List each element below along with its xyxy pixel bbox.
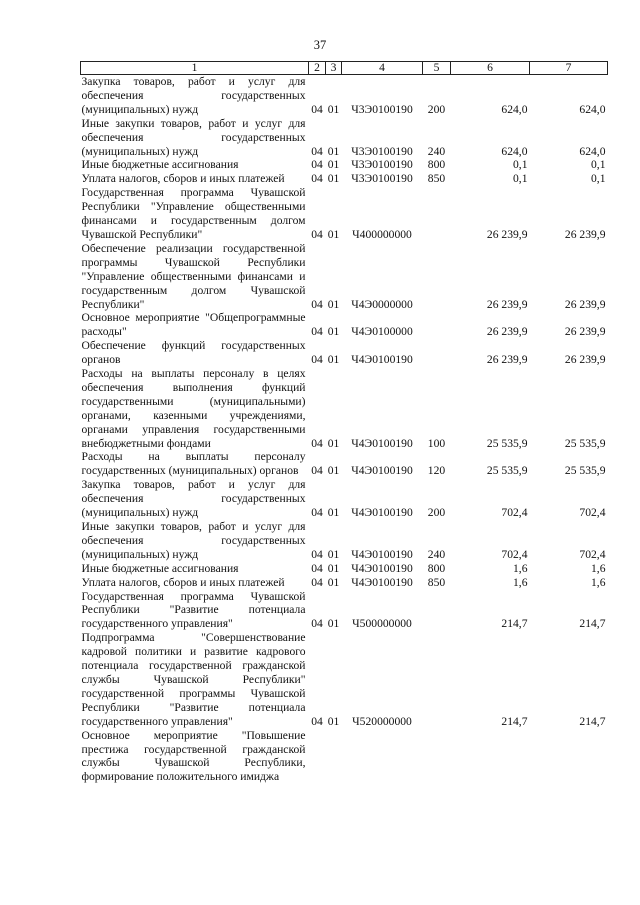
table-row bbox=[81, 242, 608, 312]
row-expense-type: 240 bbox=[427, 144, 446, 158]
row-expense-type bbox=[423, 186, 451, 242]
row-name: Иные закупки товаров, работ и услуг для обеспечения государственных (муниципальных) нужд bbox=[81, 116, 306, 158]
row-expense-type bbox=[423, 631, 451, 728]
row-subsection: 01 bbox=[327, 561, 340, 575]
table-body bbox=[81, 75, 608, 785]
row-amount-2: 25 535,9 bbox=[564, 464, 606, 478]
row-target-code: Ч4Э0100190 bbox=[351, 561, 413, 575]
row-expense-type: 850 bbox=[427, 172, 446, 186]
row-amount-1: 1,6 bbox=[513, 575, 528, 589]
row-target-code: Ч3Э0100190 bbox=[351, 172, 413, 186]
row-target-code: Ч500000000 bbox=[352, 617, 412, 631]
row-name: Основное мероприятие "Общепрограммные расходы" bbox=[81, 311, 306, 339]
budget-table bbox=[80, 61, 608, 784]
row-name: Расходы на выплаты персоналу в целях обеспечения выполнения функций государственными (муниципальными) органами, казенными учреждениями, органами управления государственными внебюджетными фондами bbox=[81, 367, 306, 450]
table-row bbox=[81, 450, 608, 478]
row-expense-type bbox=[423, 242, 451, 312]
table-row bbox=[81, 631, 608, 728]
row-amount-1: 0,1 bbox=[513, 172, 528, 186]
row-amount-2: 26 239,9 bbox=[564, 325, 606, 339]
row-amount-1: 26 239,9 bbox=[486, 353, 528, 367]
row-amount-1: 702,4 bbox=[501, 506, 528, 520]
row-name: Иные бюджетные ассигнования bbox=[81, 561, 239, 575]
row-amount-1: 1,6 bbox=[513, 561, 528, 575]
table-row bbox=[81, 478, 608, 520]
row-amount-1: 702,4 bbox=[501, 547, 528, 561]
row-expense-type bbox=[423, 729, 451, 785]
table-row bbox=[81, 172, 608, 186]
row-expense-type: 100 bbox=[427, 436, 446, 450]
row-subsection: 01 bbox=[327, 506, 340, 520]
row-expense-type bbox=[423, 590, 451, 632]
row-expense-type: 200 bbox=[427, 102, 446, 116]
row-subsection: 01 bbox=[327, 575, 340, 589]
row-subsection: 01 bbox=[327, 297, 340, 311]
row-amount-1 bbox=[451, 729, 530, 785]
row-subsection: 01 bbox=[327, 547, 340, 561]
row-target-code: Ч400000000 bbox=[352, 227, 412, 241]
row-name: Уплата налогов, сборов и иных платежей bbox=[81, 172, 285, 186]
row-name: Государственная программа Чувашской Республики "Управление общественными финансами и государственным долгом Чувашской Республики" bbox=[81, 186, 306, 241]
row-section: 04 bbox=[311, 561, 323, 575]
row-amount-1: 214,7 bbox=[501, 714, 528, 728]
row-amount-2: 0,1 bbox=[591, 172, 606, 186]
row-amount-2: 26 239,9 bbox=[564, 227, 606, 241]
row-subsection: 01 bbox=[327, 464, 340, 478]
row-subsection: 01 bbox=[327, 436, 340, 450]
col-header-5: 5 bbox=[423, 62, 451, 75]
col-header-2: 2 bbox=[309, 62, 326, 75]
table-header-row bbox=[81, 62, 608, 75]
row-target-code bbox=[342, 729, 423, 785]
col-header-7: 7 bbox=[530, 62, 608, 75]
row-target-code: Ч3Э0100190 bbox=[351, 158, 413, 172]
col-header-3: 3 bbox=[326, 62, 342, 75]
row-subsection: 01 bbox=[327, 144, 340, 158]
row-amount-2: 702,4 bbox=[579, 547, 606, 561]
row-expense-type: 200 bbox=[427, 506, 446, 520]
row-section: 04 bbox=[311, 617, 323, 631]
row-amount-1: 0,1 bbox=[513, 158, 528, 172]
row-name: Подпрограмма "Совершенствование кадровой политики и развитие кадрового потенциала государственной гражданской службы Чувашской Республики" государственной программы Чувашской Республики "Развитие потенциала государственного управления" bbox=[81, 631, 306, 728]
row-amount-2: 702,4 bbox=[579, 506, 606, 520]
row-amount-1: 624,0 bbox=[501, 144, 528, 158]
row-name: Основное мероприятие "Повышение престижа государственной гражданской службы Чувашской Республики, формирование положительного имиджа bbox=[81, 728, 306, 784]
row-name: Обеспечение функций государственных органов bbox=[81, 339, 306, 367]
row-subsection: 01 bbox=[327, 227, 340, 241]
row-expense-type: 800 bbox=[427, 561, 446, 575]
table-row bbox=[81, 562, 608, 576]
row-section: 04 bbox=[311, 158, 323, 172]
table-row bbox=[81, 590, 608, 632]
row-section: 04 bbox=[311, 714, 323, 728]
row-amount-1: 25 535,9 bbox=[486, 464, 528, 478]
table-row bbox=[81, 117, 608, 159]
page-number: 37 bbox=[313, 38, 327, 52]
row-section: 04 bbox=[311, 436, 323, 450]
row-expense-type: 800 bbox=[427, 158, 446, 172]
row-subsection: 01 bbox=[327, 102, 340, 116]
row-subsection: 01 bbox=[327, 714, 340, 728]
table-row bbox=[81, 576, 608, 590]
row-section bbox=[309, 729, 326, 785]
row-subsection: 01 bbox=[327, 353, 340, 367]
row-name: Обеспечение реализации государственной программы Чувашской Республики "Управление общественными финансами и государственным долгом Чувашской Республики" bbox=[81, 241, 306, 311]
row-section: 04 bbox=[311, 172, 323, 186]
row-subsection: 01 bbox=[327, 325, 340, 339]
row-amount-2: 26 239,9 bbox=[564, 297, 606, 311]
table-row bbox=[81, 311, 608, 339]
row-subsection: 01 bbox=[327, 158, 340, 172]
row-section: 04 bbox=[311, 353, 323, 367]
row-amount-1: 25 535,9 bbox=[486, 436, 528, 450]
row-section: 04 bbox=[311, 227, 323, 241]
row-amount-2: 26 239,9 bbox=[564, 353, 606, 367]
row-target-code: Ч4Э0100190 bbox=[351, 547, 413, 561]
row-name: Иные закупки товаров, работ и услуг для обеспечения государственных (муниципальных) нужд bbox=[81, 520, 306, 561]
row-name: Иные бюджетные ассигнования bbox=[81, 158, 239, 172]
row-amount-1: 26 239,9 bbox=[486, 297, 528, 311]
row-amount-1: 214,7 bbox=[501, 617, 528, 631]
table-row bbox=[81, 75, 608, 117]
table-row bbox=[81, 158, 608, 172]
row-target-code: Ч4Э0000000 bbox=[351, 297, 413, 311]
row-expense-type: 240 bbox=[427, 547, 446, 561]
row-amount-2 bbox=[530, 729, 608, 785]
row-section: 04 bbox=[311, 547, 323, 561]
row-amount-2: 214,7 bbox=[579, 617, 606, 631]
row-target-code: Ч3Э0100190 bbox=[351, 102, 413, 116]
row-section: 04 bbox=[311, 325, 323, 339]
row-expense-type: 850 bbox=[427, 575, 446, 589]
col-header-6: 6 bbox=[451, 62, 530, 75]
row-section: 04 bbox=[311, 506, 323, 520]
table-row bbox=[81, 367, 608, 450]
row-section: 04 bbox=[311, 144, 323, 158]
row-amount-2: 1,6 bbox=[591, 575, 606, 589]
row-target-code: Ч3Э0100190 bbox=[351, 144, 413, 158]
row-section: 04 bbox=[311, 102, 323, 116]
row-expense-type bbox=[423, 311, 451, 339]
table-row bbox=[81, 186, 608, 242]
row-section: 04 bbox=[311, 575, 323, 589]
row-section: 04 bbox=[311, 464, 323, 478]
row-subsection: 01 bbox=[327, 172, 340, 186]
row-name: Уплата налогов, сборов и иных платежей bbox=[81, 575, 285, 589]
row-subsection: 01 bbox=[327, 617, 340, 631]
row-target-code: Ч4Э0100190 bbox=[351, 464, 413, 478]
row-amount-2: 1,6 bbox=[591, 561, 606, 575]
row-amount-1: 26 239,9 bbox=[486, 227, 528, 241]
row-name: Государственная программа Чувашской Республики "Развитие потенциала государственного управления" bbox=[81, 589, 306, 631]
row-target-code: Ч4Э0100190 bbox=[351, 436, 413, 450]
row-amount-2: 25 535,9 bbox=[564, 436, 606, 450]
row-amount-2: 0,1 bbox=[591, 158, 606, 172]
table-row bbox=[81, 520, 608, 562]
row-target-code: Ч4Э0100190 bbox=[351, 575, 413, 589]
row-amount-1: 26 239,9 bbox=[486, 325, 528, 339]
row-subsection bbox=[326, 729, 342, 785]
table-row bbox=[81, 339, 608, 367]
row-section: 04 bbox=[311, 297, 323, 311]
row-amount-2: 214,7 bbox=[579, 714, 606, 728]
row-target-code: Ч4Э0100000 bbox=[351, 325, 413, 339]
table-row bbox=[81, 729, 608, 785]
row-target-code: Ч4Э0100190 bbox=[351, 506, 413, 520]
col-header-1: 1 bbox=[81, 62, 309, 75]
row-expense-type bbox=[423, 339, 451, 367]
row-name: Расходы на выплаты персоналу государственных (муниципальных) органов bbox=[81, 450, 306, 478]
col-header-4: 4 bbox=[342, 62, 423, 75]
row-target-code: Ч4Э0100190 bbox=[351, 353, 413, 367]
row-name: Закупка товаров, работ и услуг для обеспечения государственных (муниципальных) нужд bbox=[81, 75, 306, 116]
row-amount-2: 624,0 bbox=[579, 144, 606, 158]
row-amount-2: 624,0 bbox=[579, 102, 606, 116]
row-target-code: Ч520000000 bbox=[352, 714, 412, 728]
row-amount-1: 624,0 bbox=[501, 102, 528, 116]
row-expense-type: 120 bbox=[427, 464, 446, 478]
row-name: Закупка товаров, работ и услуг для обеспечения государственных (муниципальных) нужд bbox=[81, 478, 306, 520]
